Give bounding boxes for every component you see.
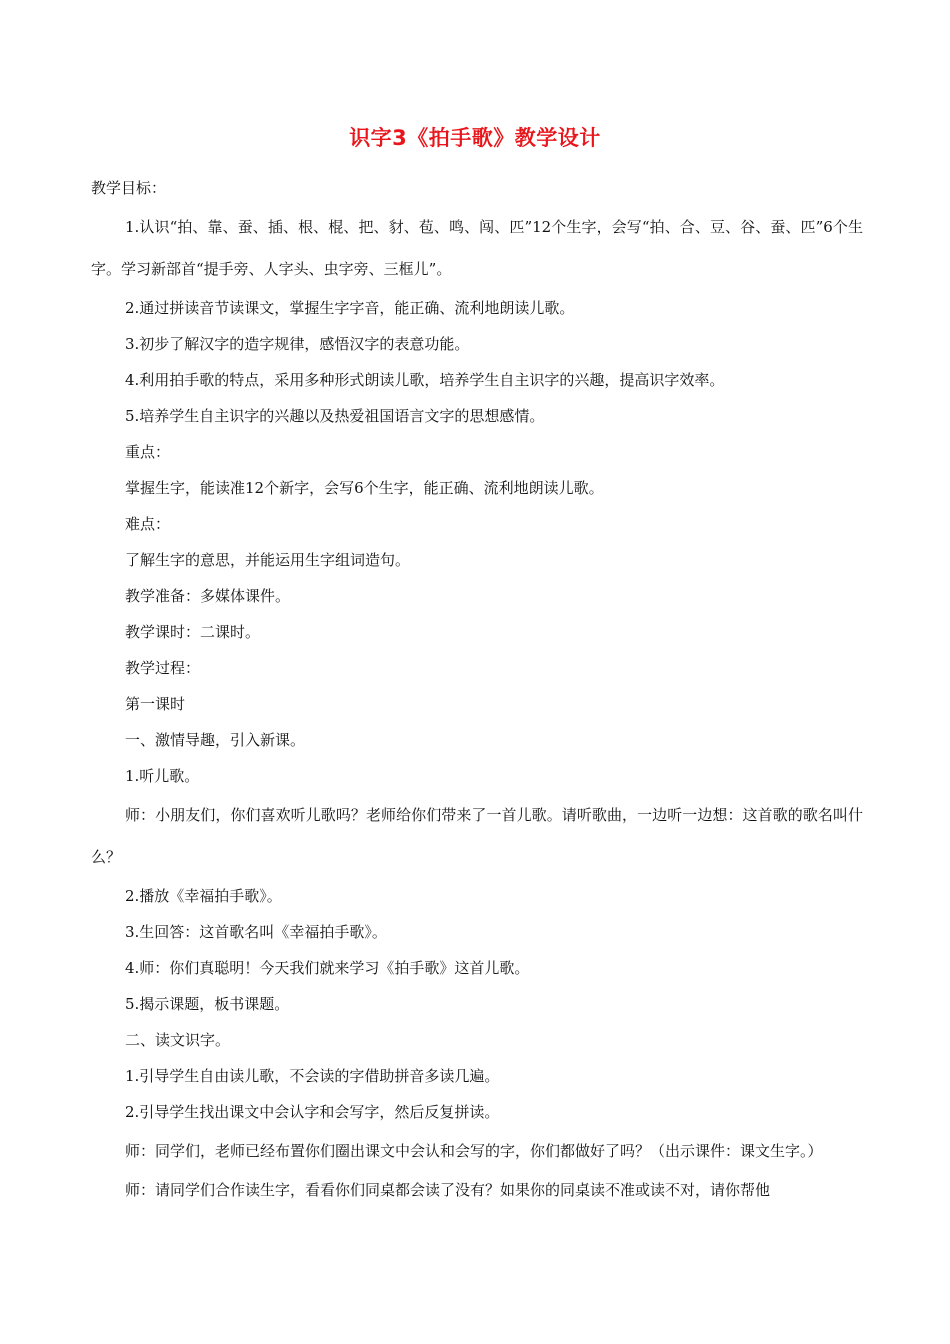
paragraph-objectives-heading: 教学目标： <box>91 179 167 197</box>
paragraph-difficulties: 了解生字的意思，并能运用生字组词造句。 <box>125 551 411 569</box>
paragraph-objective-5: 5.培养学生自主识字的兴趣以及热爱祖国语言文字的思想感情。 <box>125 407 545 425</box>
paragraph-step-1-2: 2.播放《幸福拍手歌》。 <box>125 887 282 905</box>
paragraph-first-lesson: 第一课时 <box>125 695 186 713</box>
paragraph-step-1-4: 4.师：你们真聪明！今天我们就来学习《拍手歌》这首儿歌。 <box>125 959 530 977</box>
paragraph-step-1-1: 1.听儿歌。 <box>125 767 200 785</box>
paragraph-preparation: 教学准备：多媒体课件。 <box>125 587 291 605</box>
document-title: 识字3《拍手歌》教学设计 <box>349 126 601 150</box>
paragraph-teacher-1: 师：小朋友们，你们喜欢听儿歌吗？老师给你们带来了一首儿歌。请听歌曲，一边听一边想：这首歌的歌名叫什么？ <box>91 806 863 866</box>
paragraph-step-1-3: 3.生回答：这首歌名叫《幸福拍手歌》。 <box>125 923 387 941</box>
paragraph-section-1: 一、激情导趣，引入新课。 <box>125 731 306 749</box>
paragraph-process-heading: 教学过程： <box>125 659 201 677</box>
document-body <box>91 170 863 1208</box>
paragraph-section-2: 二、读文识字。 <box>125 1031 231 1049</box>
paragraph-objective-3: 3.初步了解汉字的造字规律，感悟汉字的表意功能。 <box>125 335 470 353</box>
paragraph-objective-1: 1.认识“拍、靠、蚕、插、根、棍、把、豺、苞、鸣、闯、匹”12个生字，会写“拍、合、豆、谷、蚕、匹”6个生字。学习新部首“提手旁、人字头、虫字旁、三框儿”。 <box>91 218 863 278</box>
paragraph-teacher-2: 师：同学们，老师已经布置你们圈出课文中会认和会写的字，你们都做好了吗？（出示课件：课文生字。） <box>125 1142 823 1160</box>
paragraph-step-2-1: 1.引导学生自由读儿歌，不会读的字借助拼音多读几遍。 <box>125 1067 500 1085</box>
paragraph-objective-2: 2.通过拼读音节读课文，掌握生字字音，能正确、流利地朗读儿歌。 <box>125 299 575 317</box>
paragraph-step-1-5: 5.揭示课题，板书课题。 <box>125 995 290 1013</box>
paragraph-key-points: 掌握生字，能读准12个新字，会写6个生字，能正确、流利地朗读儿歌。 <box>125 479 604 497</box>
paragraph-objective-4: 4.利用拍手歌的特点，采用多种形式朗读儿歌，培养学生自主识字的兴趣，提高识字效率。 <box>125 371 725 389</box>
paragraph-class-hours: 教学课时：二课时。 <box>125 623 261 641</box>
paragraph-teacher-3: 师：请同学们合作读生字，看看你们同桌都会读了没有？如果你的同桌读不准或读不对，请你帮他 <box>125 1181 771 1199</box>
paragraph-key-points-heading: 重点： <box>125 443 171 461</box>
paragraph-difficulties-heading: 难点： <box>125 515 171 533</box>
paragraph-step-2-2: 2.引导学生找出课文中会认字和会写字，然后反复拼读。 <box>125 1103 500 1121</box>
